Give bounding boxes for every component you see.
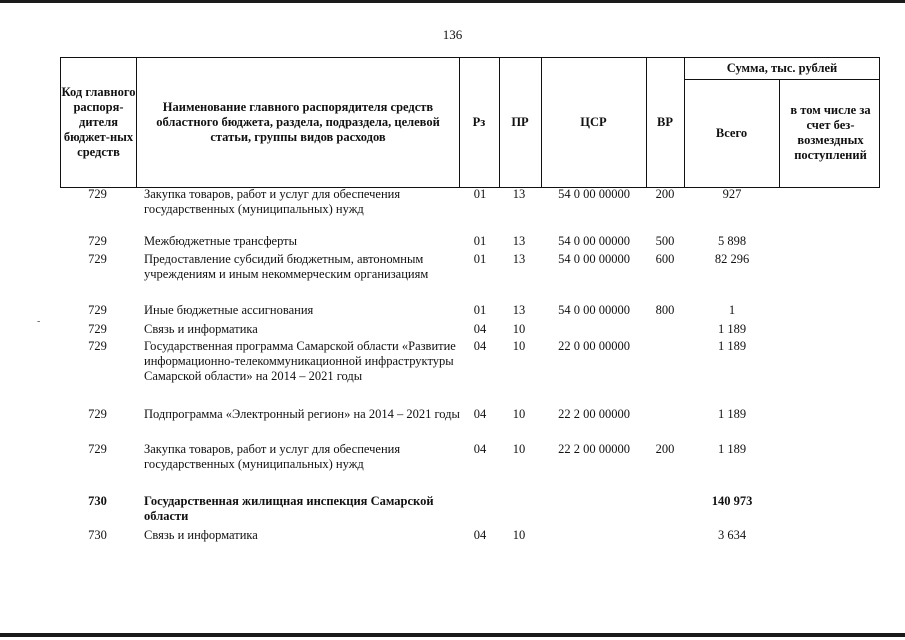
cell-rz: 04 bbox=[473, 528, 487, 542]
cell-csr: 54 0 00 00000 bbox=[558, 187, 630, 201]
header-divider bbox=[136, 58, 137, 187]
header-incl: в том числе за счет без-возмездных поступлений bbox=[790, 103, 871, 162]
cell-total: 1 bbox=[728, 303, 736, 317]
cell-pr: 13 bbox=[512, 252, 526, 266]
cell-csr: 22 0 00 00000 bbox=[558, 339, 630, 353]
cell-rz: 01 bbox=[473, 234, 487, 248]
cell-rz: 04 bbox=[473, 339, 487, 353]
cell-vr: 200 bbox=[655, 187, 675, 201]
cell-pr: 10 bbox=[512, 407, 526, 421]
cell-csr: 54 0 00 00000 bbox=[558, 303, 630, 317]
cell-rz: 01 bbox=[473, 303, 487, 317]
cell-code: 729 bbox=[88, 339, 107, 353]
cell-pr: 10 bbox=[512, 339, 526, 353]
cell-code: 729 bbox=[88, 303, 107, 317]
cell-total: 140 973 bbox=[711, 494, 753, 508]
cell-total: 1 189 bbox=[717, 339, 747, 353]
cell-vr: 600 bbox=[655, 252, 675, 266]
cell-name: Закупка товаров, работ и услуг для обеспечения государственных (муниципальных) нужд bbox=[144, 442, 401, 471]
cell-csr: 22 2 00 00000 bbox=[558, 407, 630, 421]
cell-total: 1 189 bbox=[717, 442, 747, 456]
cell-name: Связь и информатика bbox=[144, 528, 258, 542]
header-code: Код главного распоря-дителя бюджет-ных средств bbox=[61, 85, 136, 159]
header-vr: ВР bbox=[657, 115, 673, 129]
cell-rz: 04 bbox=[473, 407, 487, 421]
header-divider bbox=[779, 79, 780, 187]
header-name: Наименование главного распорядителя средств областного бюджета, раздела, подраздела, целевой статьи, группы видов расходов bbox=[156, 100, 440, 144]
header-total: Всего bbox=[715, 125, 748, 140]
page-number: 136 bbox=[442, 27, 463, 42]
cell-name: Предоставление субсидий бюджетным, автономным учреждениям и иным некоммерческим организациям bbox=[144, 252, 429, 281]
cell-name: Государственная жилищная инспекция Самарской области bbox=[144, 494, 434, 523]
cell-total: 1 189 bbox=[717, 322, 747, 336]
cell-total: 927 bbox=[722, 187, 742, 201]
cell-total: 3 634 bbox=[717, 528, 747, 542]
cell-vr: 200 bbox=[655, 442, 675, 456]
cell-code: 730 bbox=[88, 528, 107, 542]
cell-pr: 10 bbox=[512, 528, 526, 542]
header-sum: Сумма, тыс. рублей bbox=[726, 61, 838, 75]
cell-total: 5 898 bbox=[717, 234, 747, 248]
cell-total: 1 189 bbox=[717, 407, 747, 421]
cell-pr: 10 bbox=[512, 442, 526, 456]
cell-name: Иные бюджетные ассигнования bbox=[144, 303, 314, 317]
cell-code: 729 bbox=[88, 322, 107, 336]
cell-csr: 22 2 00 00000 bbox=[558, 442, 630, 456]
cell-name: Связь и информатика bbox=[144, 322, 258, 336]
cell-name: Закупка товаров, работ и услуг для обеспечения государственных (муниципальных) нужд bbox=[144, 187, 401, 216]
header-csr: ЦСР bbox=[580, 115, 607, 129]
cell-name: Подпрограмма «Электронный регион» на 2014 – 2021 годы bbox=[144, 407, 460, 421]
header-rz: Рз bbox=[472, 115, 486, 129]
cell-rz: 01 bbox=[473, 252, 487, 266]
cell-code: 729 bbox=[88, 407, 107, 421]
header-pr: ПР bbox=[511, 115, 529, 129]
table-header bbox=[60, 57, 880, 188]
cell-rz: 04 bbox=[473, 442, 487, 456]
cell-name: Межбюджетные трансферты bbox=[144, 234, 298, 248]
cell-code: 729 bbox=[88, 187, 107, 201]
cell-csr: 54 0 00 00000 bbox=[558, 252, 630, 266]
top-rule bbox=[0, 0, 905, 3]
cell-pr: 13 bbox=[512, 303, 526, 317]
cell-code: 729 bbox=[88, 442, 107, 456]
cell-name: Государственная программа Самарской области «Развитие информационно-телекоммуникационной инфраструктуры Самарской области» на 2014 – 2021 годы bbox=[144, 339, 456, 383]
cell-pr: 10 bbox=[512, 322, 526, 336]
bottom-rule bbox=[0, 633, 905, 637]
cell-vr: 800 bbox=[655, 303, 675, 317]
cell-pr: 13 bbox=[512, 187, 526, 201]
cell-code: 730 bbox=[88, 494, 107, 508]
cell-rz: 04 bbox=[473, 322, 487, 336]
cell-csr: 54 0 00 00000 bbox=[558, 234, 630, 248]
cell-total: 82 296 bbox=[714, 252, 750, 266]
cell-code: 729 bbox=[88, 252, 107, 266]
cell-rz: 01 bbox=[473, 187, 487, 201]
cell-vr: 500 bbox=[655, 234, 675, 248]
cell-pr: 13 bbox=[512, 234, 526, 248]
cell-code: 729 bbox=[88, 234, 107, 248]
stray-mark: - bbox=[37, 316, 41, 327]
